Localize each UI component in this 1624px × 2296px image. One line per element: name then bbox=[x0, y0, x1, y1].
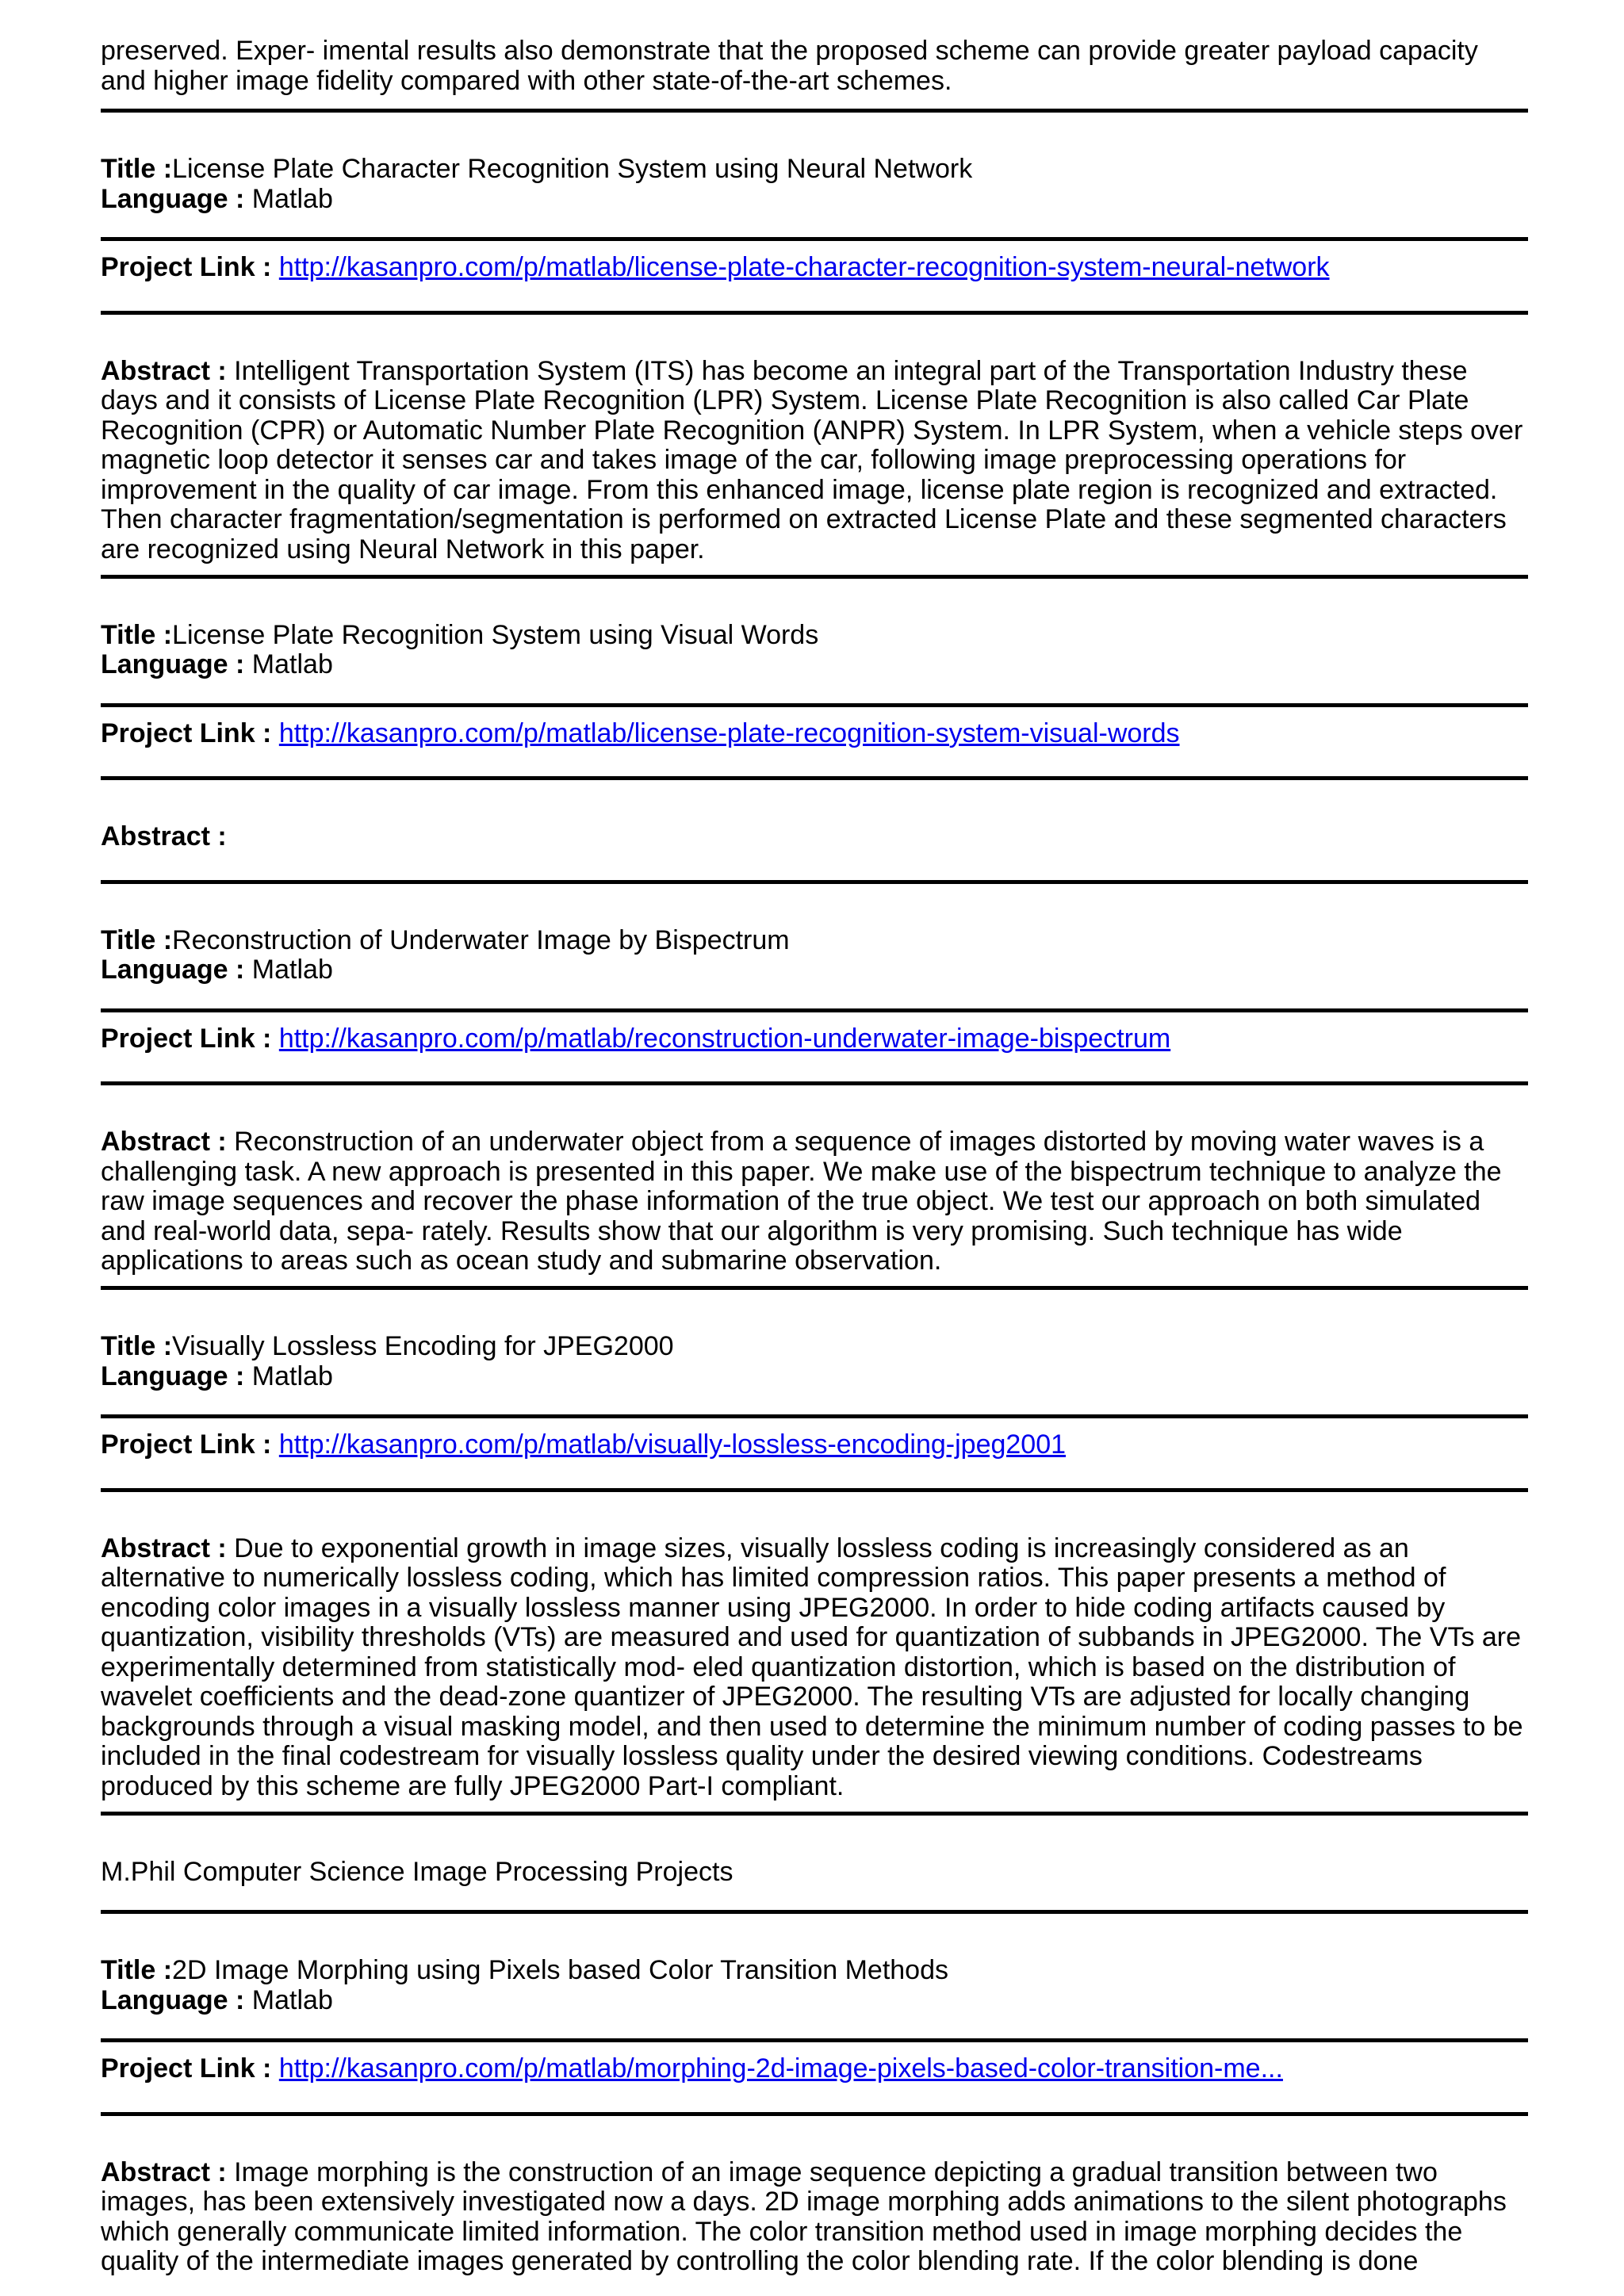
project-language-line bbox=[101, 955, 1528, 985]
project-language: Matlab bbox=[251, 1984, 333, 2015]
project-title-line bbox=[101, 621, 1528, 651]
project-link-line bbox=[101, 1430, 1528, 1460]
project-language: Matlab bbox=[251, 649, 333, 679]
project-link[interactable]: http://kasanpro.com/p/matlab/reconstruction-underwater-image-bispectrum bbox=[278, 1023, 1171, 1054]
project-title: License Plate Recognition System using Visual Words bbox=[172, 619, 819, 650]
abstract-text: Due to exponential growth in image sizes, visually lossless coding is increasingly considered as an alternative to numerically lossless coding, which has limited compression ratios. This paper presents a method of encoding color images in a visually lossless manner using JPEG2000. In order to hide coding artifacts caused by quantization, visibility thresholds (VTs) are measured and used for quantization of subbands in JPEG2000. The VTs are experimentally determined from statistically mod- eled quantization distortion, which is based on the distribution of wavelet coefficients and the dead-zone quantizer of JPEG2000. The resulting VTs are adjusted for locally changing backgrounds through a visual masking model, and then used to determine the minimum number of coding passes to be included in the final codestream for visually lossless quality under the desired viewing conditions. Codestreams produced by this scheme are fully JPEG2000 Part-I compliant. bbox=[101, 1533, 1523, 1801]
title-label: Title : bbox=[101, 924, 173, 955]
project-language-line bbox=[101, 185, 1528, 215]
abstract-text: Image morphing is the construction of an image sequence depicting a gradual transition between two images, has been extensively investigated now a days. 2D image morphing adds animations to the silent photographs which generally communicate limited information. The color transition method used in image morphing decides the quality of the intermediate images generated by controlling the color blending rate. If the color blending is done bbox=[101, 2156, 1507, 2276]
project-link-label: Project Link : bbox=[101, 1429, 272, 1460]
language-label: Language : bbox=[101, 183, 245, 214]
abstract-label: Abstract : bbox=[101, 2156, 227, 2187]
section-heading: M.Phil Computer Science Image Processing Projects bbox=[101, 1856, 733, 1887]
abstract-label: Abstract : bbox=[101, 821, 227, 851]
abstract-label: Abstract : bbox=[101, 355, 227, 386]
project-link-label: Project Link : bbox=[101, 2053, 272, 2084]
project-language-line bbox=[101, 1986, 1528, 2016]
project-title-line bbox=[101, 1956, 1528, 1986]
intro-paragraph: preserved. Exper- imental results also demonstrate that the proposed scheme can provide greater payload capacity and higher image fidelity compared with other state-of-the-art schemes. bbox=[101, 36, 1478, 96]
language-label: Language : bbox=[101, 1360, 245, 1391]
language-label: Language : bbox=[101, 1984, 245, 2015]
abstract-paragraph bbox=[101, 822, 1528, 852]
project-title-line bbox=[101, 1332, 1528, 1362]
project-language-line bbox=[101, 650, 1528, 680]
project-title-line bbox=[101, 155, 1528, 185]
project-title: Visually Lossless Encoding for JPEG2000 bbox=[172, 1331, 674, 1361]
project-title: Reconstruction of Underwater Image by Bispectrum bbox=[172, 924, 790, 955]
abstract-paragraph bbox=[101, 2158, 1528, 2277]
project-link-line bbox=[101, 719, 1528, 749]
project-link-line bbox=[101, 253, 1528, 283]
project-title: License Plate Character Recognition System using Neural Network bbox=[172, 154, 973, 184]
project-link-line bbox=[101, 1024, 1528, 1054]
project-link-label: Project Link : bbox=[101, 718, 272, 748]
document-page bbox=[101, 36, 1528, 2277]
language-label: Language : bbox=[101, 955, 245, 985]
project-language: Matlab bbox=[251, 955, 333, 985]
project-link-label: Project Link : bbox=[101, 252, 272, 282]
project-language: Matlab bbox=[251, 1360, 333, 1391]
project-link[interactable]: http://kasanpro.com/p/matlab/license-plate-recognition-system-visual-words bbox=[278, 718, 1180, 748]
abstract-text: Intelligent Transportation System (ITS) has become an integral part of the Transportation Industry these days and it consists of License Plate Recognition (LPR) System. License Plate Recognition is also called Car Plate Recognition (CPR) or Automatic Number Plate Recognition (ANPR) System. In LPR System, when a vehicle steps over magnetic loop detector it senses car and takes image of the car, following image preprocessing operations for improvement in the quality of car image. From this enhanced image, license plate region is recognized and extracted. Then character fragmentation/segmentation is performed on extracted License Plate and these segmented characters are recognized using Neural Network in this paper. bbox=[101, 355, 1523, 564]
project-link[interactable]: http://kasanpro.com/p/matlab/visually-lossless-encoding-jpeg2001 bbox=[278, 1429, 1067, 1460]
project-link-label: Project Link : bbox=[101, 1023, 272, 1054]
project-link-line bbox=[101, 2054, 1528, 2084]
abstract-label: Abstract : bbox=[101, 1533, 227, 1563]
abstract-text: Reconstruction of an underwater object from a sequence of images distorted by moving water waves is a challenging task. A new approach is presented in this paper. We make use of the bispectrum technique to analyze the raw image sequences and recover the phase information of the true object. We test our approach on both simulated and real-world data, sepa- rately. Results show that our algorithm is very promising. Such technique has wide applications to areas such as ocean study and submarine observation. bbox=[101, 1127, 1502, 1276]
project-link[interactable]: http://kasanpro.com/p/matlab/morphing-2d-image-pixels-based-color-transition-me... bbox=[278, 2053, 1283, 2084]
project-title: 2D Image Morphing using Pixels based Color Transition Methods bbox=[172, 1955, 948, 1985]
language-label: Language : bbox=[101, 649, 245, 679]
project-language-line bbox=[101, 1362, 1528, 1392]
abstract-paragraph bbox=[101, 1534, 1528, 1802]
project-title-line bbox=[101, 926, 1528, 956]
abstract-label: Abstract : bbox=[101, 1127, 227, 1157]
project-language: Matlab bbox=[251, 183, 333, 214]
title-label: Title : bbox=[101, 1955, 173, 1985]
title-label: Title : bbox=[101, 154, 173, 184]
abstract-paragraph bbox=[101, 1127, 1528, 1276]
project-link[interactable]: http://kasanpro.com/p/matlab/license-plate-character-recognition-system-neural-network bbox=[278, 252, 1330, 282]
title-label: Title : bbox=[101, 1331, 173, 1361]
title-label: Title : bbox=[101, 619, 173, 650]
abstract-paragraph bbox=[101, 357, 1528, 565]
